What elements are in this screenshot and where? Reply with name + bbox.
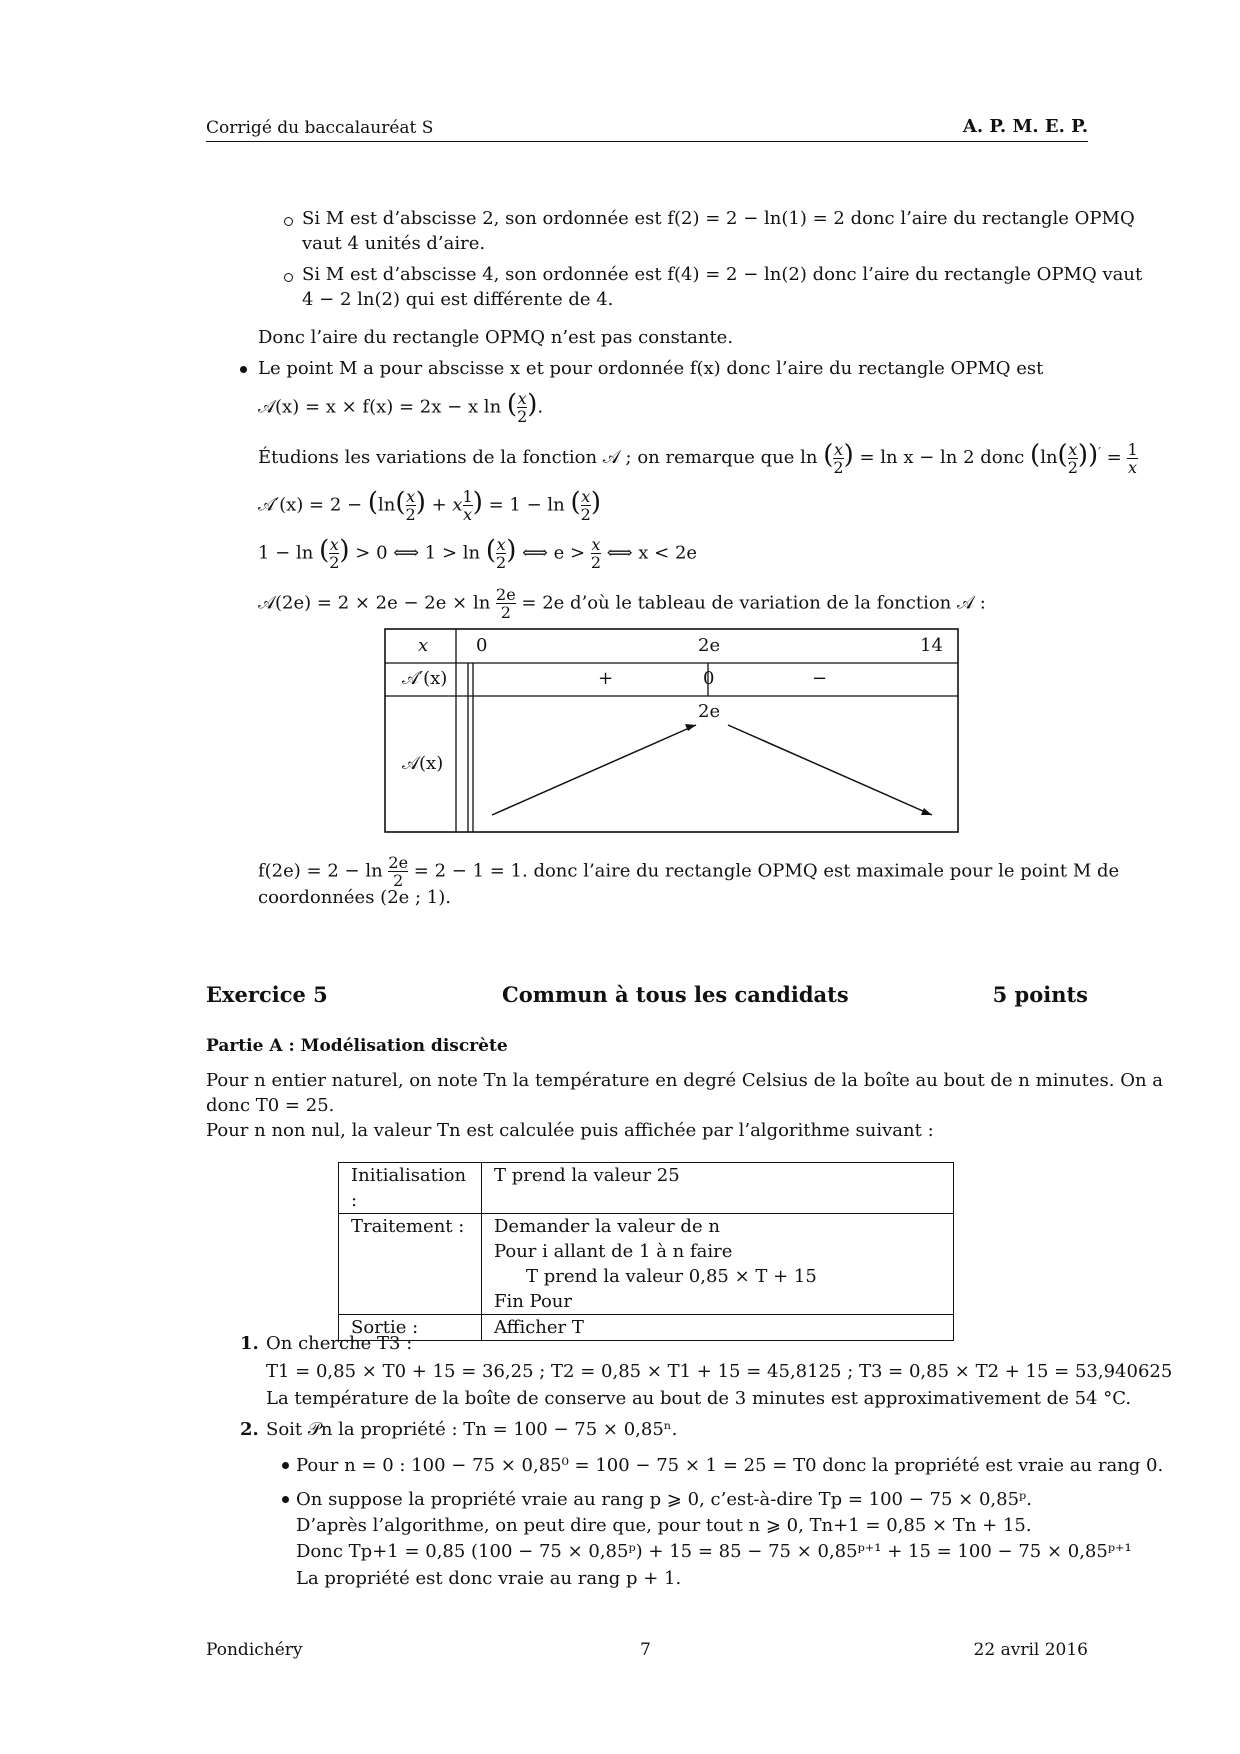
arrow-down — [921, 808, 932, 815]
exercise-subtitle: Commun à tous les candidats — [502, 982, 849, 1007]
text-line: La propriété est donc vraie au rang p + 1. — [296, 1568, 682, 1589]
formula-text: Étudions les variations de la fonction 𝒜 ; on remarque que ln — [258, 447, 818, 468]
header-right: A. P. M. E. P. — [962, 116, 1088, 137]
text-line: On cherche T3 : — [266, 1333, 413, 1354]
footer-left: Pondichéry — [206, 1640, 303, 1660]
arrow-up — [685, 724, 696, 731]
bullet — [282, 1462, 289, 1469]
formula-text: 𝒜′(x) = 2 − — [258, 494, 363, 516]
formula-text: 𝒜(x) = x × f(x) = 2x − x ln — [258, 396, 502, 418]
text-line: Si M est d’abscisse 2, son ordonnée est f(2) = 2 − ln(1) = 2 donc l’aire du rectangle OPMQ — [302, 208, 1135, 229]
question-number: 2. — [240, 1419, 259, 1440]
algo-treatment-body: Demander la valeur de n Pour i allant de 1 à n faire T prend la valeur 0,85 × T + 15 Fin Pour — [482, 1214, 954, 1315]
header-rule — [206, 141, 1088, 142]
text-line: Soit 𝒫n la propriété : Tn = 100 − 75 × 0,85ⁿ. — [266, 1419, 678, 1440]
text-line: On suppose la propriété vraie au rang p ⩾ 0, c’est-à-dire Tp = 100 − 75 × 0,85ᵖ. — [296, 1489, 1032, 1510]
formula-line: 𝒜(2e) = 2 × 2e − 2e × ln $\frac{2e}{2}$ = 2e d’où le tableau de variation de la fonction 𝒜 : — [258, 585, 986, 622]
formula-text: = 1 − ln — [488, 494, 565, 516]
formula-line: f(2e) = 2 − ln $\frac{2e}{2}$ = 2 − 1 = 1. donc l’aire du rectangle OPMQ est maximale pour le point M de — [258, 853, 1120, 890]
table-zero: 0 — [703, 668, 715, 689]
page-number: 7 — [640, 1640, 651, 1660]
formula-line: 1 − ln ( $\frac{x}{2}$ ) > 0 ⟺ 1 > ln ( $\frac{x}{2}$ ) ⟺ e > $\frac{x}{2}$ ⟺ x < 2e — [258, 535, 698, 572]
table-plus: + — [598, 668, 614, 689]
algo-output-value: Afficher T — [482, 1315, 954, 1341]
part-title: Partie A : Modélisation discrète — [206, 1036, 508, 1056]
text-line: Le point M a pour abscisse x et pour ordonnée f(x) donc l’aire du rectangle OPMQ est — [258, 358, 1044, 379]
table-x1: 2e — [698, 635, 721, 656]
exercise-points: 5 points — [992, 982, 1088, 1007]
text-line: coordonnées (2e ; 1). — [258, 887, 451, 908]
text-line: T1 = 0,85 × T0 + 15 = 36,25 ; T2 = 0,85 × T1 + 15 = 45,8125 ; T3 = 0,85 × T2 + 15 = 53,940625 — [266, 1361, 1173, 1382]
text-line: Donc Tp+1 = 0,85 (100 − 75 × 0,85ᵖ) + 15 = 85 − 75 × 0,85ᵖ⁺¹ + 15 = 100 − 75 × 0,85ᵖ⁺¹ — [296, 1541, 1132, 1562]
text-line: Pour n = 0 : 100 − 75 × 0,85⁰ = 100 − 75 × 1 = 25 = T0 donc la propriété est vraie au rang 0. — [296, 1455, 1164, 1476]
exercise-title: Exercice 5 — [206, 982, 328, 1007]
algo-treatment-label: Traitement : — [339, 1214, 482, 1315]
formula-line: 𝒜(x) = x × f(x) = 2x − x ln ( $\frac{x}{2}$ ). — [258, 389, 544, 426]
fraction: $\frac{x}{2}$ — [517, 389, 528, 426]
table-x2: 14 — [920, 635, 943, 656]
text-line: Donc l’aire du rectangle OPMQ n’est pas constante. — [258, 327, 734, 348]
bullet — [282, 1496, 289, 1503]
text-line: Pour n non nul, la valeur Tn est calculée puis affichée par l’algorithme suivant : — [206, 1120, 934, 1141]
table-label-x: x — [418, 635, 429, 656]
variation-table — [384, 628, 960, 834]
table-minus: − — [812, 668, 828, 689]
text-line: donc T0 = 25. — [206, 1095, 335, 1116]
algo-output-label: Sortie : — [339, 1315, 482, 1341]
text-line: La température de la boîte de conserve au bout de 3 minutes est approximativement de 54 °C. — [266, 1388, 1132, 1409]
algorithm-table — [338, 1162, 954, 1341]
formula-line: 𝒜′(x) = 2 − (ln( $\frac{x}{2}$ ) + x $\frac{1}{x}$ ) = 1 − ln ( $\frac{x}{2}$ ) — [258, 487, 601, 524]
text-line: D’après l’algorithme, on peut dire que, pour tout n ⩾ 0, Tn+1 = 0,85 × Tn + 15. — [296, 1515, 1032, 1536]
algo-init-value: T prend la valeur 25 — [482, 1163, 954, 1214]
circle-bullet — [284, 273, 293, 282]
table-label-function: 𝒜(x) — [402, 753, 444, 774]
question-number: 1. — [240, 1333, 259, 1354]
header-left: Corrigé du baccalauréat S — [206, 118, 434, 138]
table-max: 2e — [698, 701, 721, 722]
text-line: 4 − 2 ln(2) qui est différente de 4. — [302, 289, 614, 310]
bullet — [240, 366, 247, 373]
formula-text: = ln x − ln 2 donc — [859, 447, 1025, 468]
text-line: Si M est d’abscisse 4, son ordonnée est f(4) = 2 − ln(2) donc l’aire du rectangle OPMQ vaut — [302, 264, 1143, 285]
table-label-derivative: 𝒜′(x) — [402, 668, 448, 689]
table-x0: 0 — [476, 635, 488, 656]
formula-line: Étudions les variations de la fonction 𝒜 ; on remarque que ln ( $\frac{x}{2}$ ) = ln x − ln 2 donc (ln( $\frac{x}{2}$ ))′ = $\frac{1}{x}$ — [258, 439, 1138, 477]
circle-bullet — [284, 217, 293, 226]
footer-right: 22 avril 2016 — [973, 1640, 1088, 1660]
algo-init-label: Initialisation : — [339, 1163, 482, 1214]
text-line: vaut 4 unités d’aire. — [302, 233, 486, 254]
text-line: Pour n entier naturel, on note Tn la température en degré Celsius de la boîte au bout de n minutes. On a — [206, 1070, 1164, 1091]
